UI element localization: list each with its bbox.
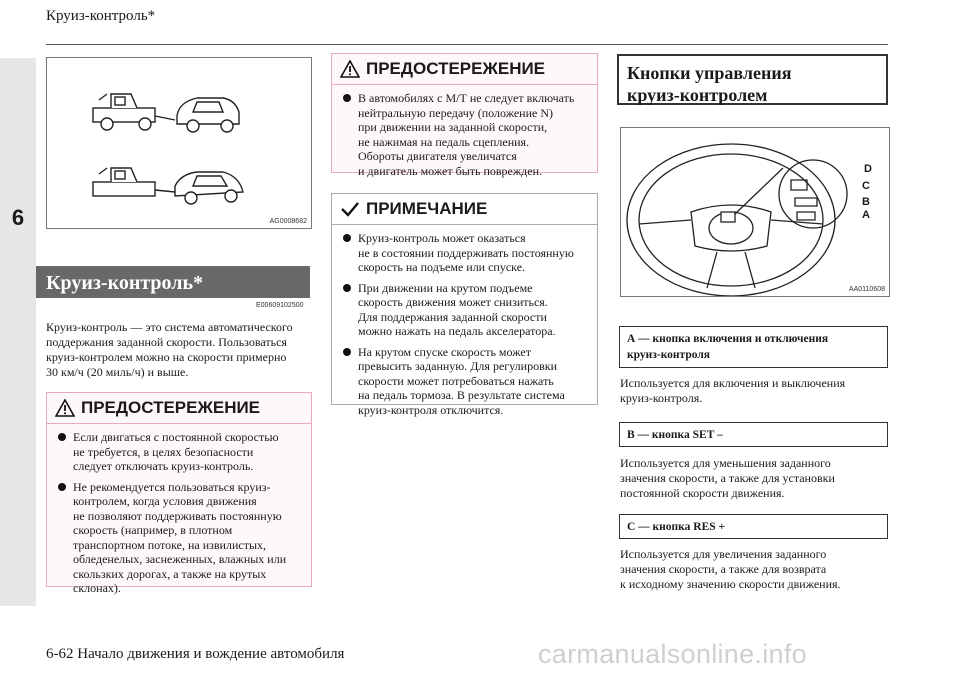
towing-figure: [46, 57, 312, 229]
steering-figure-code: AA0110608: [848, 286, 885, 293]
steering-wheel-figure: [620, 127, 890, 297]
tow-truck-upper: [93, 94, 239, 132]
warning-triangle-icon: [55, 399, 75, 417]
callout-c: C: [862, 180, 870, 192]
section-title: Круиз-контроль*: [36, 266, 310, 298]
callout-a: A: [862, 209, 870, 221]
button-a-description: Используется для включения и выключения круиз-контроля.: [620, 376, 846, 405]
list-item: В автомобилях с М/Т не следует включать нейтральную передачу (положение N) при движении на заданной скорости, не нажимая на педаль сцепления. Обороты двигателя увеличатся и двигатель может быть поврежден.: [340, 91, 589, 178]
note-box: [331, 193, 598, 417]
page-footer: 6-62 Начало движения и вождение автомобиля: [46, 646, 345, 662]
steering-wheel-illustration: [621, 128, 889, 296]
chapter-side-tab: [0, 58, 36, 606]
section-id: E00609102500: [256, 302, 304, 309]
warning-box-middle: [331, 53, 598, 178]
note-title: ПРИМЕЧАНИЕ: [366, 199, 488, 218]
checkmark-icon: [340, 201, 360, 217]
button-c-description: Используется для увеличения заданного значения скорости, а также для возврата к исходному значению скорости движения.: [620, 547, 841, 591]
warning-header: [47, 393, 311, 424]
list-item: Не рекомендуется пользоваться круиз- контролем, когда условия движения не позволяют поддерживать постоянную скорость (например, в плотном транспортном потоке, на извилистых, обледенелых, заснеженных, влажных или скользких дорогах, а также на крутых склонах).: [55, 480, 303, 596]
button-b-label: В — кнопка SET –: [619, 422, 888, 447]
tow-truck-lower: [93, 168, 243, 204]
warning-header: [332, 54, 597, 85]
controls-section-title: Кнопки управления круиз-контролем: [617, 54, 888, 105]
watermark: carmanualsonline.info: [538, 639, 807, 669]
warning-box-left: [46, 392, 312, 595]
warning-triangle-icon: [340, 60, 360, 78]
callout-b: B: [862, 196, 870, 208]
warning-title: ПРЕДОСТЕРЕЖЕНИЕ: [81, 398, 261, 417]
button-a-label: А — кнопка включения и отключения круиз-контроля: [619, 326, 888, 368]
callout-d: D: [864, 163, 872, 175]
list-item: Если двигаться с постоянной скоростью не требуется, в целях безопасности следует отключать круиз-контроль.: [55, 430, 303, 474]
button-c-label: С — кнопка RES +: [619, 514, 888, 539]
list-item: При движении на крутом подъеме скорость движения может снизиться. Для поддержания заданной скорости можно нажать на педаль акселератора.: [340, 281, 589, 339]
list-item: Круиз-контроль может оказаться не в состоянии поддерживать постоянную скорость на подъеме или спуске.: [340, 231, 589, 275]
chapter-number: 6: [11, 205, 25, 230]
warning-title: ПРЕДОСТЕРЕЖЕНИЕ: [366, 59, 546, 78]
towing-figure-code: AG0008682: [269, 218, 307, 225]
note-header: [332, 194, 597, 225]
header-divider: [46, 44, 888, 45]
list-item: На крутом спуске скорость может превысить заданную. Для регулировки скорости может потребоваться нажать на педаль тормоза. В результате система круиз-контроля отключится.: [340, 345, 589, 418]
page-header-title: Круиз-контроль*: [46, 8, 156, 24]
button-b-description: Используется для уменьшения заданного значения скорости, а также для установки постоянной скорости движения.: [620, 456, 835, 500]
section-intro: Круиз-контроль — это система автоматического поддержания заданной скорости. Пользоваться круиз-контролем можно на скорости примерно 30 км/ч (20 миль/ч) и выше.: [46, 320, 293, 379]
towing-illustration: [47, 58, 311, 228]
